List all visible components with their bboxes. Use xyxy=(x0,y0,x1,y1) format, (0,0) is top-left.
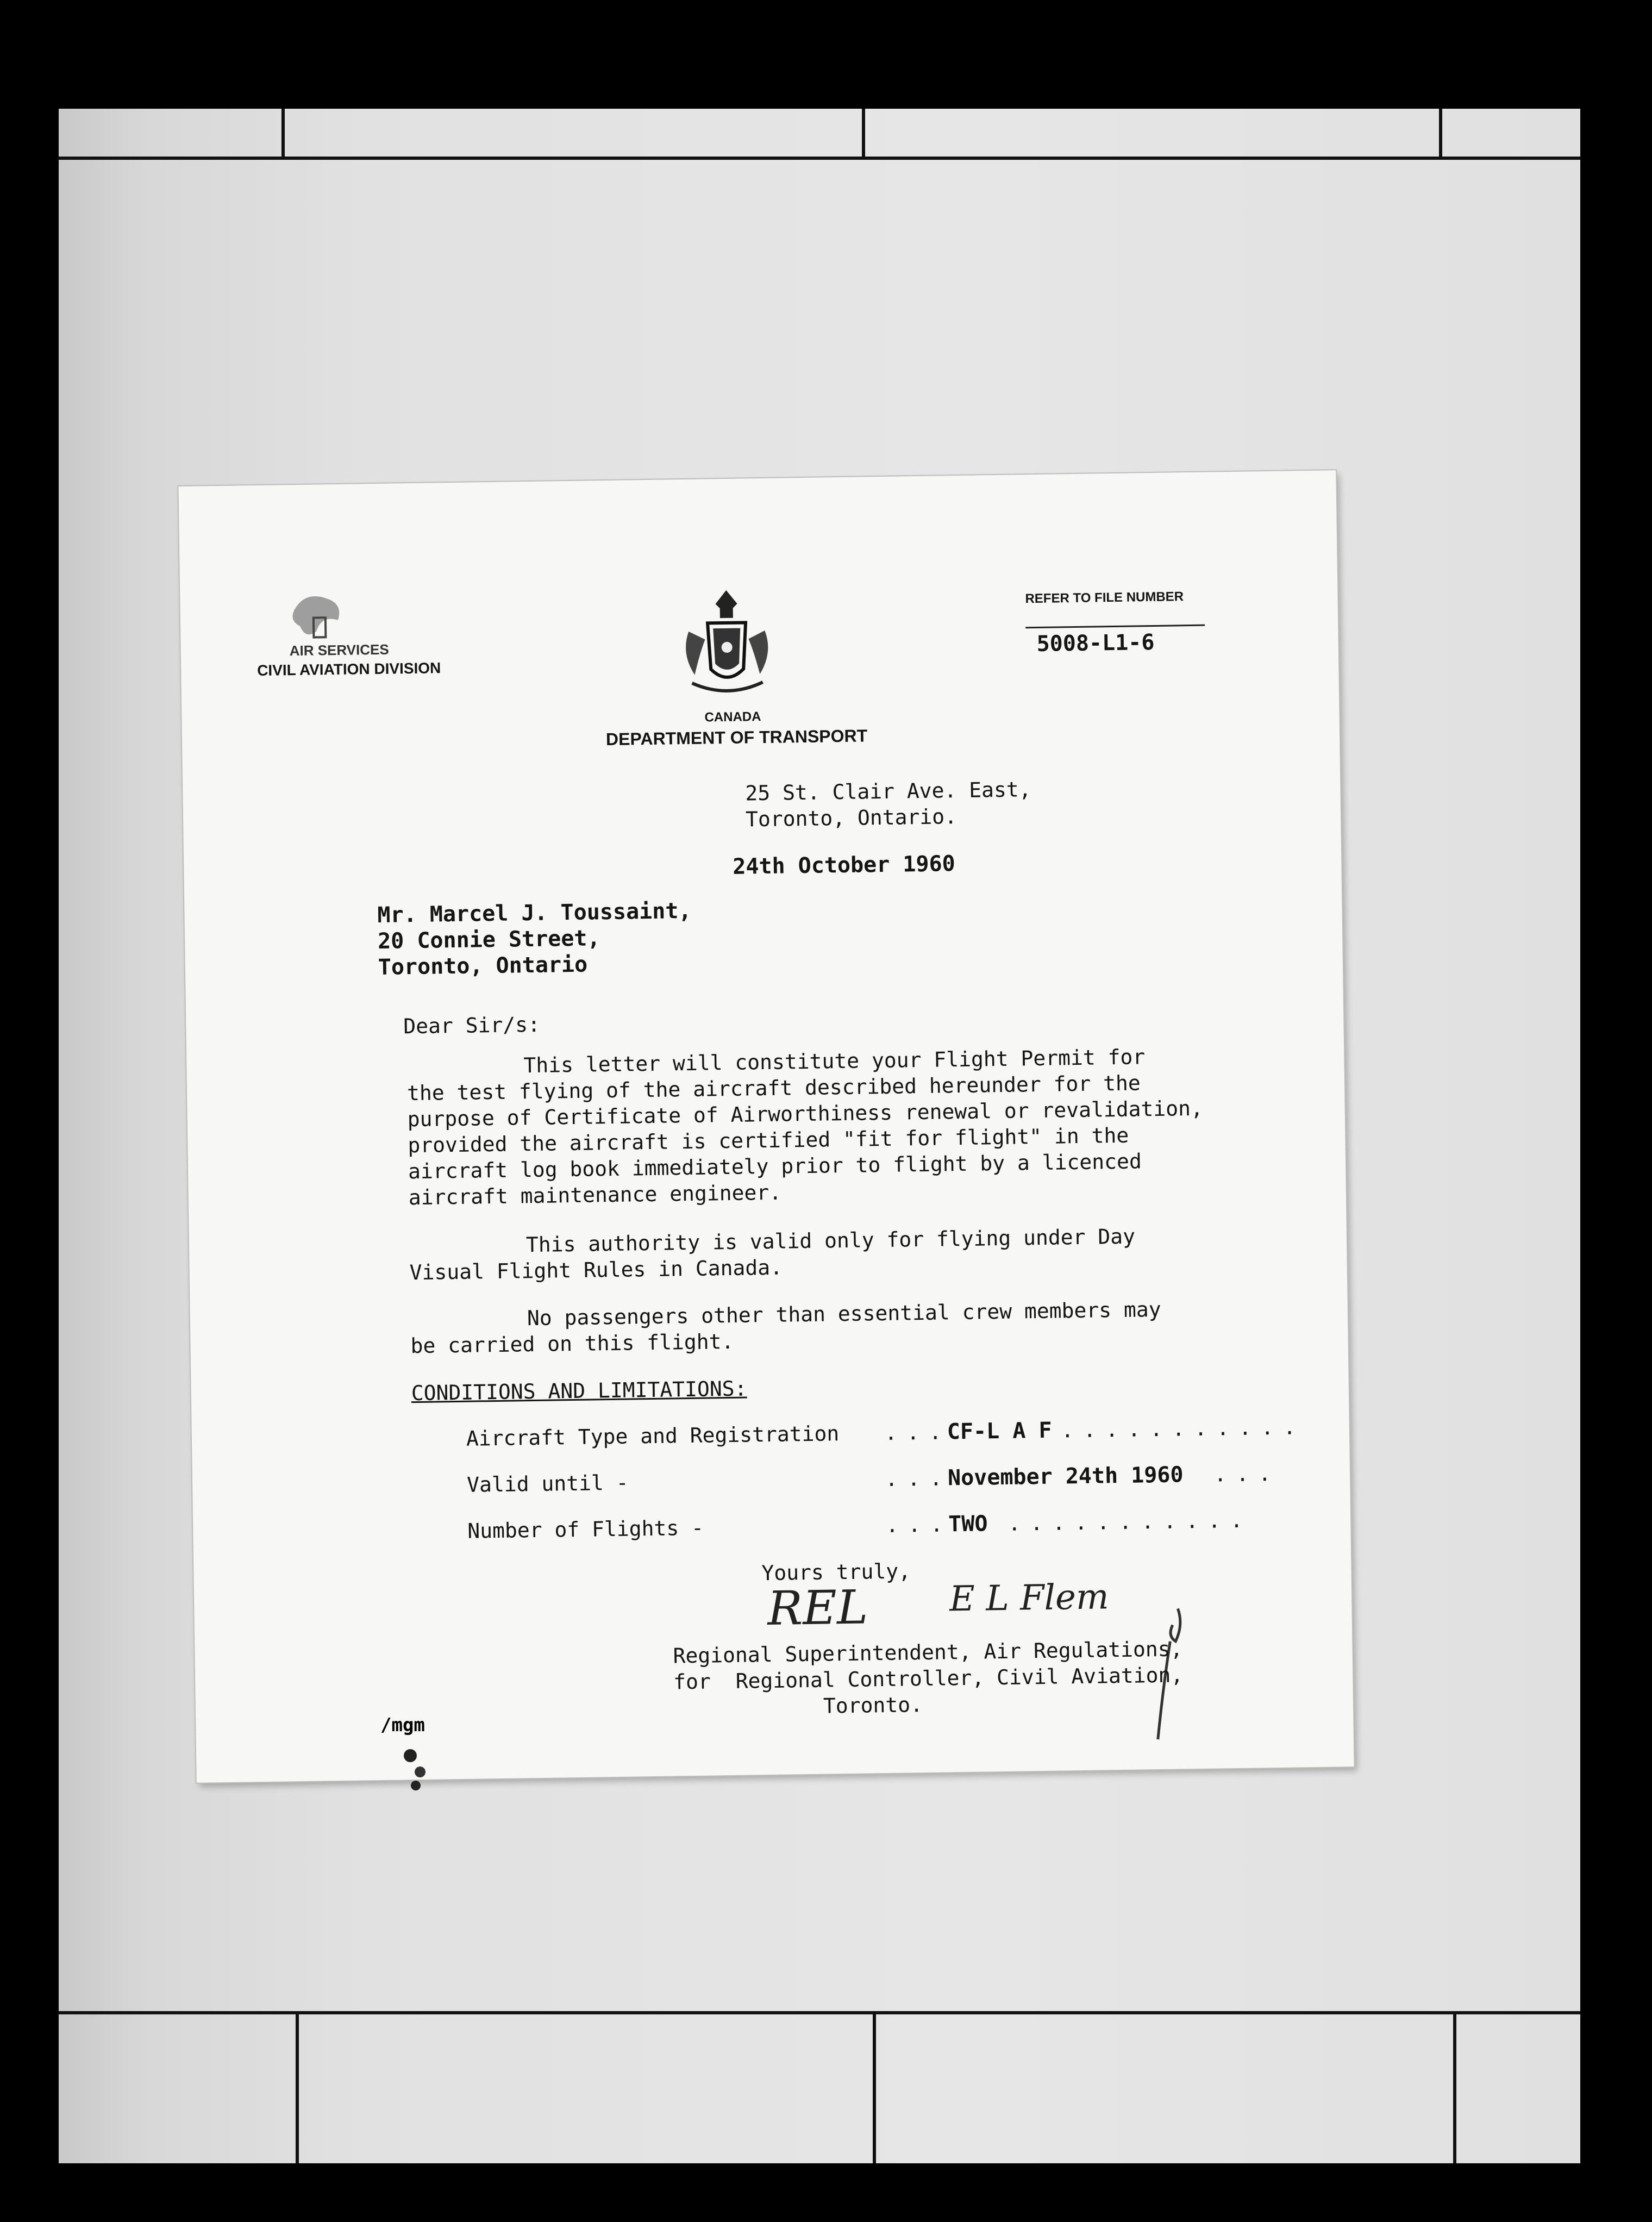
frame-top-divider xyxy=(862,109,865,160)
division-line2: CIVIL AVIATION DIVISION xyxy=(256,659,441,679)
body-paragraph3-line: No passengers other than essential crew members may xyxy=(527,1297,1161,1331)
signatory-title3: Toronto. xyxy=(823,1693,923,1718)
frame-bottom-divider xyxy=(1453,2011,1456,2163)
body-paragraph1-line: provided the aircraft is certified "fit for flight" in the xyxy=(408,1123,1129,1158)
condition-value-valid-until: November 24th 1960 xyxy=(947,1462,1184,1491)
coat-of-arms-emblem xyxy=(672,587,782,708)
condition-leader: ........... xyxy=(1061,1415,1306,1443)
frame-top-line xyxy=(59,157,1580,160)
condition-value-aircraft: CF-L A F xyxy=(947,1418,1052,1445)
ink-mark xyxy=(399,1745,432,1794)
frame-bottom-divider xyxy=(296,2011,299,2163)
signatory-title1: Regional Superintendent, Air Regulations, xyxy=(673,1637,1183,1668)
body-paragraph1-line: aircraft maintenance engineer. xyxy=(408,1180,782,1210)
condition-leader: ........... xyxy=(1008,1508,1253,1536)
body-paragraph3-line: be carried on this flight. xyxy=(410,1329,734,1358)
sender-address-line1: 25 St. Clair Ave. East, xyxy=(745,777,1031,806)
letter-sheet xyxy=(178,470,1354,1783)
frame-bottom-divider xyxy=(873,2011,876,2163)
recipient-city: Toronto, Ontario xyxy=(378,952,588,980)
country-label: CANADA xyxy=(704,709,761,725)
file-number: 5008-L1-6 xyxy=(1036,629,1155,657)
condition-leader: ... xyxy=(884,1420,952,1445)
condition-label-aircraft: Aircraft Type and Registration xyxy=(466,1421,840,1451)
condition-label-flights: Number of Flights - xyxy=(467,1515,704,1543)
conditions-heading: CONDITIONS AND LIMITATIONS: xyxy=(411,1376,747,1406)
sender-address-line2: Toronto, Ontario. xyxy=(745,804,958,832)
recipient-name: Mr. Marcel J. Toussaint, xyxy=(377,898,692,928)
condition-leader: ... xyxy=(885,1466,953,1491)
department-title: DEPARTMENT OF TRANSPORT xyxy=(605,726,868,750)
signature-initials: REL xyxy=(767,1580,868,1637)
frame-top-divider xyxy=(281,109,285,160)
body-paragraph1-line: purpose of Certificate of Airworthiness renewal or revalidation, xyxy=(407,1096,1204,1132)
signatory-title2: for Regional Controller, Civil Aviation, xyxy=(673,1663,1184,1694)
stamp-mark xyxy=(283,587,355,648)
complimentary-close: Yours truly, xyxy=(761,1559,911,1586)
frame-top-divider xyxy=(1439,109,1442,160)
division-line1: AIR SERVICES xyxy=(289,641,389,659)
condition-leader: ... xyxy=(885,1512,953,1537)
typist-reference: /mgm xyxy=(380,1714,425,1736)
recipient-street: 20 Connie Street, xyxy=(377,926,600,954)
body-paragraph1-line: aircraft log book immediately prior to flight by a licenced xyxy=(408,1149,1142,1184)
condition-leader: ... xyxy=(1213,1461,1281,1487)
body-paragraph1-line: the test flying of the aircraft described hereunder for the xyxy=(406,1071,1141,1106)
frame-bottom-line xyxy=(59,2011,1580,2014)
condition-label-valid-until: Valid until - xyxy=(466,1470,629,1497)
signature-name: E L Flem xyxy=(949,1577,1110,1620)
body-paragraph2-line: Visual Flight Rules in Canada. xyxy=(409,1255,783,1285)
salutation: Dear Sir/s: xyxy=(403,1012,541,1039)
body-paragraph1-line: This letter will constitute your Flight Permit for xyxy=(523,1045,1146,1078)
body-paragraph2-line: This authority is valid only for flying under Day xyxy=(525,1224,1136,1257)
file-number-rule xyxy=(1025,625,1205,629)
condition-value-flights: TWO xyxy=(948,1511,988,1537)
letter-date: 24th October 1960 xyxy=(733,851,956,879)
refer-to-file-label: REFER TO FILE NUMBER xyxy=(1025,589,1184,607)
